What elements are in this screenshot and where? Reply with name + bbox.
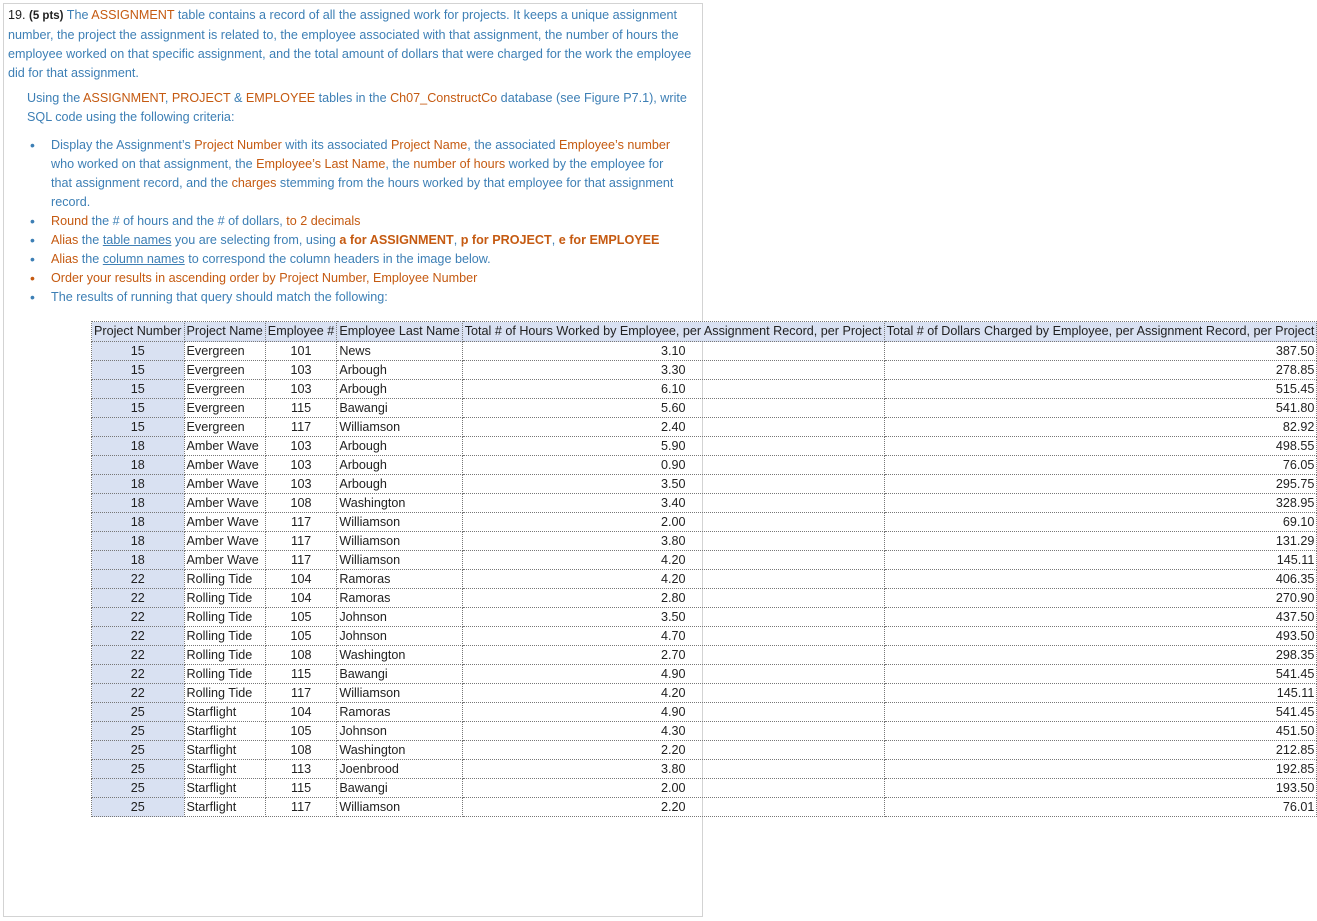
text-run: column names [102,252,185,266]
cell-employee-last-name: Johnson [337,722,462,741]
cell-project-name: Amber Wave [184,437,265,456]
cell-project-number: 25 [92,722,185,741]
cell-employee-last-name: Arbough [337,456,462,475]
text-run: Using the [27,91,84,105]
bullet-icon: • [30,251,35,267]
cell-project-number: 25 [92,760,185,779]
table-row [92,380,1317,399]
table-row [92,722,1317,741]
cell-project-name: Evergreen [184,361,265,380]
table-row [92,684,1317,703]
table-row [92,551,1317,570]
cell-employee-last-name: Williamson [337,532,462,551]
table-row [92,665,1317,684]
table-row [92,608,1317,627]
cell-project-name: Rolling Tide [184,646,265,665]
text-run: with its associated [281,138,391,152]
cell-project-name: Starflight [184,779,265,798]
cell-employee-number: 117 [265,798,337,817]
cell-employee-number: 103 [265,437,337,456]
cell-total-hours: 2.00 [462,513,884,532]
text-run: you are selecting from, using [171,233,340,247]
text-run: , [551,233,559,247]
header-employee-last-name: Employee Last Name [337,322,462,342]
question-prompt [8,6,698,83]
cell-employee-last-name: Ramoras [337,589,462,608]
cell-project-number: 18 [92,551,185,570]
header-project-number: Project Number [92,322,185,342]
cell-project-number: 25 [92,703,185,722]
table-row [92,399,1317,418]
cell-total-dollars: 131.29 [884,532,1317,551]
table-row [92,342,1317,361]
cell-project-name: Amber Wave [184,456,265,475]
cell-employee-number: 103 [265,475,337,494]
text-run: to correspond the column headers in the image below. [184,252,491,266]
cell-total-hours: 4.20 [462,570,884,589]
cell-total-dollars: 493.50 [884,627,1317,646]
text-run: the # of hours and the # of dollars, [88,214,287,228]
cell-project-name: Rolling Tide [184,684,265,703]
cell-employee-number: 117 [265,513,337,532]
cell-project-name: Evergreen [184,380,265,399]
text-run: worked by the employee for that assignment record, and the [51,157,664,190]
cell-employee-number: 104 [265,703,337,722]
cell-total-hours: 4.20 [462,551,884,570]
cell-employee-number: 115 [265,665,337,684]
table-row [92,779,1317,798]
cell-total-dollars: 515.45 [884,380,1317,399]
header-total-dollars: Total # of Dollars Charged by Employee, per Assignment Record, per Project [884,322,1317,342]
cell-project-number: 22 [92,627,185,646]
cell-employee-number: 103 [265,361,337,380]
cell-total-dollars: 145.11 [884,684,1317,703]
cell-employee-last-name: Arbough [337,380,462,399]
cell-employee-last-name: Ramoras [337,703,462,722]
cell-total-hours: 2.00 [462,779,884,798]
bullet-icon: • [30,289,35,305]
cell-employee-number: 103 [265,380,337,399]
cell-total-hours: 2.80 [462,589,884,608]
cell-total-hours: 3.80 [462,760,884,779]
text-run: stemming from the hours worked by that employee for that assignment record. [51,176,674,209]
cell-employee-number: 103 [265,456,337,475]
text-run: charges [231,176,277,190]
cell-project-number: 15 [92,380,185,399]
cell-project-number: 22 [92,665,185,684]
cell-employee-last-name: Washington [337,494,462,513]
cell-employee-last-name: Washington [337,741,462,760]
cell-project-number: 22 [92,570,185,589]
text-run: who worked on that assignment, the [51,157,257,171]
cell-project-name: Rolling Tide [184,570,265,589]
cell-project-name: Rolling Tide [184,589,265,608]
cell-project-number: 18 [92,494,185,513]
header-total-hours: Total # of Hours Worked by Employee, per Assignment Record, per Project [462,322,884,342]
cell-project-number: 15 [92,342,185,361]
text-run: Project Number [194,138,282,152]
cell-employee-number: 117 [265,532,337,551]
header-project-name: Project Name [184,322,265,342]
cell-employee-last-name: Johnson [337,608,462,627]
cell-project-number: 18 [92,456,185,475]
cell-project-number: 15 [92,361,185,380]
cell-employee-number: 108 [265,646,337,665]
criteria-item [27,136,687,212]
table-row [92,475,1317,494]
text-run: The [63,8,92,22]
table-row [92,418,1317,437]
cell-total-hours: 2.40 [462,418,884,437]
cell-project-number: 22 [92,646,185,665]
criteria-item [27,212,687,231]
text-run: Employee’s number [559,138,671,152]
cell-employee-last-name: Williamson [337,551,462,570]
cell-project-number: 15 [92,418,185,437]
cell-employee-last-name: Williamson [337,418,462,437]
text-run: Alias [51,233,79,247]
text-run: the [78,252,103,266]
cell-total-dollars: 145.11 [884,551,1317,570]
cell-employee-number: 117 [265,684,337,703]
criteria-item [27,250,687,269]
cell-employee-last-name: Ramoras [337,570,462,589]
cell-employee-last-name: Bawangi [337,779,462,798]
bullet-icon: • [30,213,35,229]
cell-project-name: Starflight [184,741,265,760]
cell-total-dollars: 406.35 [884,570,1317,589]
table-row [92,646,1317,665]
cell-project-number: 22 [92,608,185,627]
cell-employee-last-name: Washington [337,646,462,665]
cell-employee-number: 101 [265,342,337,361]
cell-employee-number: 117 [265,418,337,437]
cell-total-hours: 0.90 [462,456,884,475]
cell-employee-number: 104 [265,589,337,608]
cell-employee-last-name: Joenbrood [337,760,462,779]
text-run: ASSIGNMENT [83,91,165,105]
text-run: EMPLOYEE [245,91,316,105]
table-row [92,627,1317,646]
cell-employee-last-name: Bawangi [337,399,462,418]
cell-total-dollars: 437.50 [884,608,1317,627]
text-run: a for ASSIGNMENT [339,233,454,247]
cell-total-hours: 4.20 [462,684,884,703]
table-row [92,760,1317,779]
cell-total-hours: 4.70 [462,627,884,646]
text-run: tables in the [315,91,391,105]
criteria-item [27,288,687,307]
table-row [92,361,1317,380]
text-run: Alias [51,252,79,266]
cell-total-dollars: 69.10 [884,513,1317,532]
text-run: table names [102,233,172,247]
cell-project-number: 25 [92,741,185,760]
cell-project-number: 25 [92,798,185,817]
cell-employee-number: 113 [265,760,337,779]
cell-total-dollars: 270.90 [884,589,1317,608]
cell-project-number: 18 [92,437,185,456]
cell-project-name: Rolling Tide [184,627,265,646]
text-run: table contains a record of all the assigned work for projects. It keeps a unique assignment number, the project the assignment is related to, the employee associated with that assignment, the number of hours the employee worked on that specific assignment, and the total amount of dollars that were charged for the work the employee did for that assignment. [8,8,692,80]
cell-employee-last-name: Bawangi [337,665,462,684]
expected-results-table [91,321,1317,817]
text-run: p for PROJECT [460,233,552,247]
cell-total-dollars: 76.01 [884,798,1317,817]
cell-employee-number: 115 [265,399,337,418]
text-run: , [453,233,461,247]
question-number: 19. [8,8,26,22]
cell-project-number: 18 [92,532,185,551]
cell-employee-number: 115 [265,779,337,798]
cell-total-hours: 2.20 [462,798,884,817]
cell-employee-number: 108 [265,741,337,760]
cell-total-hours: 4.30 [462,722,884,741]
cell-employee-last-name: Arbough [337,475,462,494]
cell-employee-last-name: Williamson [337,513,462,532]
cell-project-name: Evergreen [184,342,265,361]
cell-project-name: Rolling Tide [184,608,265,627]
text-run: Round [51,214,89,228]
cell-total-hours: 3.50 [462,475,884,494]
table-row [92,437,1317,456]
text-run: & [230,91,246,105]
cell-project-number: 22 [92,684,185,703]
table-row [92,494,1317,513]
cell-project-name: Evergreen [184,418,265,437]
table-row [92,798,1317,817]
cell-project-name: Starflight [184,722,265,741]
text-run: PROJECT [171,91,231,105]
cell-total-dollars: 451.50 [884,722,1317,741]
text-run: The results of running that query should match the following: [51,290,388,304]
text-run: ASSIGNMENT [91,8,175,22]
cell-total-dollars: 541.45 [884,665,1317,684]
cell-employee-number: 105 [265,608,337,627]
cell-total-hours: 4.90 [462,665,884,684]
criteria-item [27,231,687,250]
text-run: Display the Assignment’s [51,138,195,152]
table-row [92,513,1317,532]
text-run: number of hours [413,157,506,171]
cell-total-dollars: 212.85 [884,741,1317,760]
text-run: , the associated [467,138,559,152]
cell-total-dollars: 278.85 [884,361,1317,380]
text-run: database (see Figure P7.1), write SQL code using the following criteria: [27,91,687,124]
cell-total-dollars: 295.75 [884,475,1317,494]
table-header-row [92,322,1317,342]
cell-employee-number: 105 [265,627,337,646]
cell-total-dollars: 387.50 [884,342,1317,361]
bullet-icon: • [30,232,35,248]
text-run: Ch07_ConstructCo [390,91,498,105]
table-row [92,589,1317,608]
criteria-item [27,269,687,288]
cell-project-name: Amber Wave [184,532,265,551]
cell-total-hours: 5.90 [462,437,884,456]
cell-employee-number: 104 [265,570,337,589]
cell-employee-number: 105 [265,722,337,741]
cell-total-hours: 3.40 [462,494,884,513]
text-run: Project Name [390,138,468,152]
cell-employee-last-name: Williamson [337,684,462,703]
question-text [8,8,691,80]
text-run: , the [385,157,414,171]
text-run: the [78,233,103,247]
cell-project-name: Amber Wave [184,494,265,513]
cell-employee-number: 117 [265,551,337,570]
cell-project-number: 22 [92,589,185,608]
cell-project-name: Amber Wave [184,551,265,570]
cell-total-hours: 2.70 [462,646,884,665]
table-row [92,741,1317,760]
cell-total-dollars: 192.85 [884,760,1317,779]
cell-total-hours: 6.10 [462,380,884,399]
cell-total-hours: 2.20 [462,741,884,760]
cell-project-number: 18 [92,513,185,532]
criteria-list [27,136,687,307]
cell-employee-last-name: News [337,342,462,361]
cell-total-dollars: 541.80 [884,399,1317,418]
bullet-icon: • [30,137,35,153]
header-employee-number: Employee # [265,322,337,342]
cell-total-dollars: 328.95 [884,494,1317,513]
cell-project-name: Evergreen [184,399,265,418]
table-row [92,532,1317,551]
cell-employee-number: 108 [265,494,337,513]
cell-project-name: Amber Wave [184,513,265,532]
text-run: to 2 decimals [286,214,361,228]
cell-total-hours: 4.90 [462,703,884,722]
cell-project-name: Starflight [184,798,265,817]
cell-total-hours: 3.30 [462,361,884,380]
cell-total-dollars: 498.55 [884,437,1317,456]
cell-project-name: Starflight [184,703,265,722]
text-run: e for EMPLOYEE [558,233,660,247]
cell-project-number: 25 [92,779,185,798]
instructions-paragraph [27,89,687,127]
bullet-icon: • [30,270,35,286]
cell-total-hours: 3.10 [462,342,884,361]
cell-employee-last-name: Williamson [337,798,462,817]
cell-project-number: 18 [92,475,185,494]
cell-total-dollars: 82.92 [884,418,1317,437]
cell-project-number: 15 [92,399,185,418]
cell-project-name: Starflight [184,760,265,779]
cell-total-hours: 3.50 [462,608,884,627]
table-row [92,703,1317,722]
cell-total-dollars: 193.50 [884,779,1317,798]
text-run: Employee’s Last Name [256,157,386,171]
cell-total-hours: 3.80 [462,532,884,551]
cell-employee-last-name: Arbough [337,361,462,380]
cell-total-dollars: 76.05 [884,456,1317,475]
cell-total-dollars: 298.35 [884,646,1317,665]
table-row [92,570,1317,589]
cell-project-name: Amber Wave [184,475,265,494]
cell-project-name: Rolling Tide [184,665,265,684]
cell-total-hours: 5.60 [462,399,884,418]
cell-employee-last-name: Arbough [337,437,462,456]
cell-total-dollars: 541.45 [884,703,1317,722]
text-run: , [164,91,172,105]
cell-employee-last-name: Johnson [337,627,462,646]
question-points: (5 pts) [29,10,64,22]
text-run: Order your results in ascending order by Project Number, Employee Number [51,271,478,285]
table-row [92,456,1317,475]
